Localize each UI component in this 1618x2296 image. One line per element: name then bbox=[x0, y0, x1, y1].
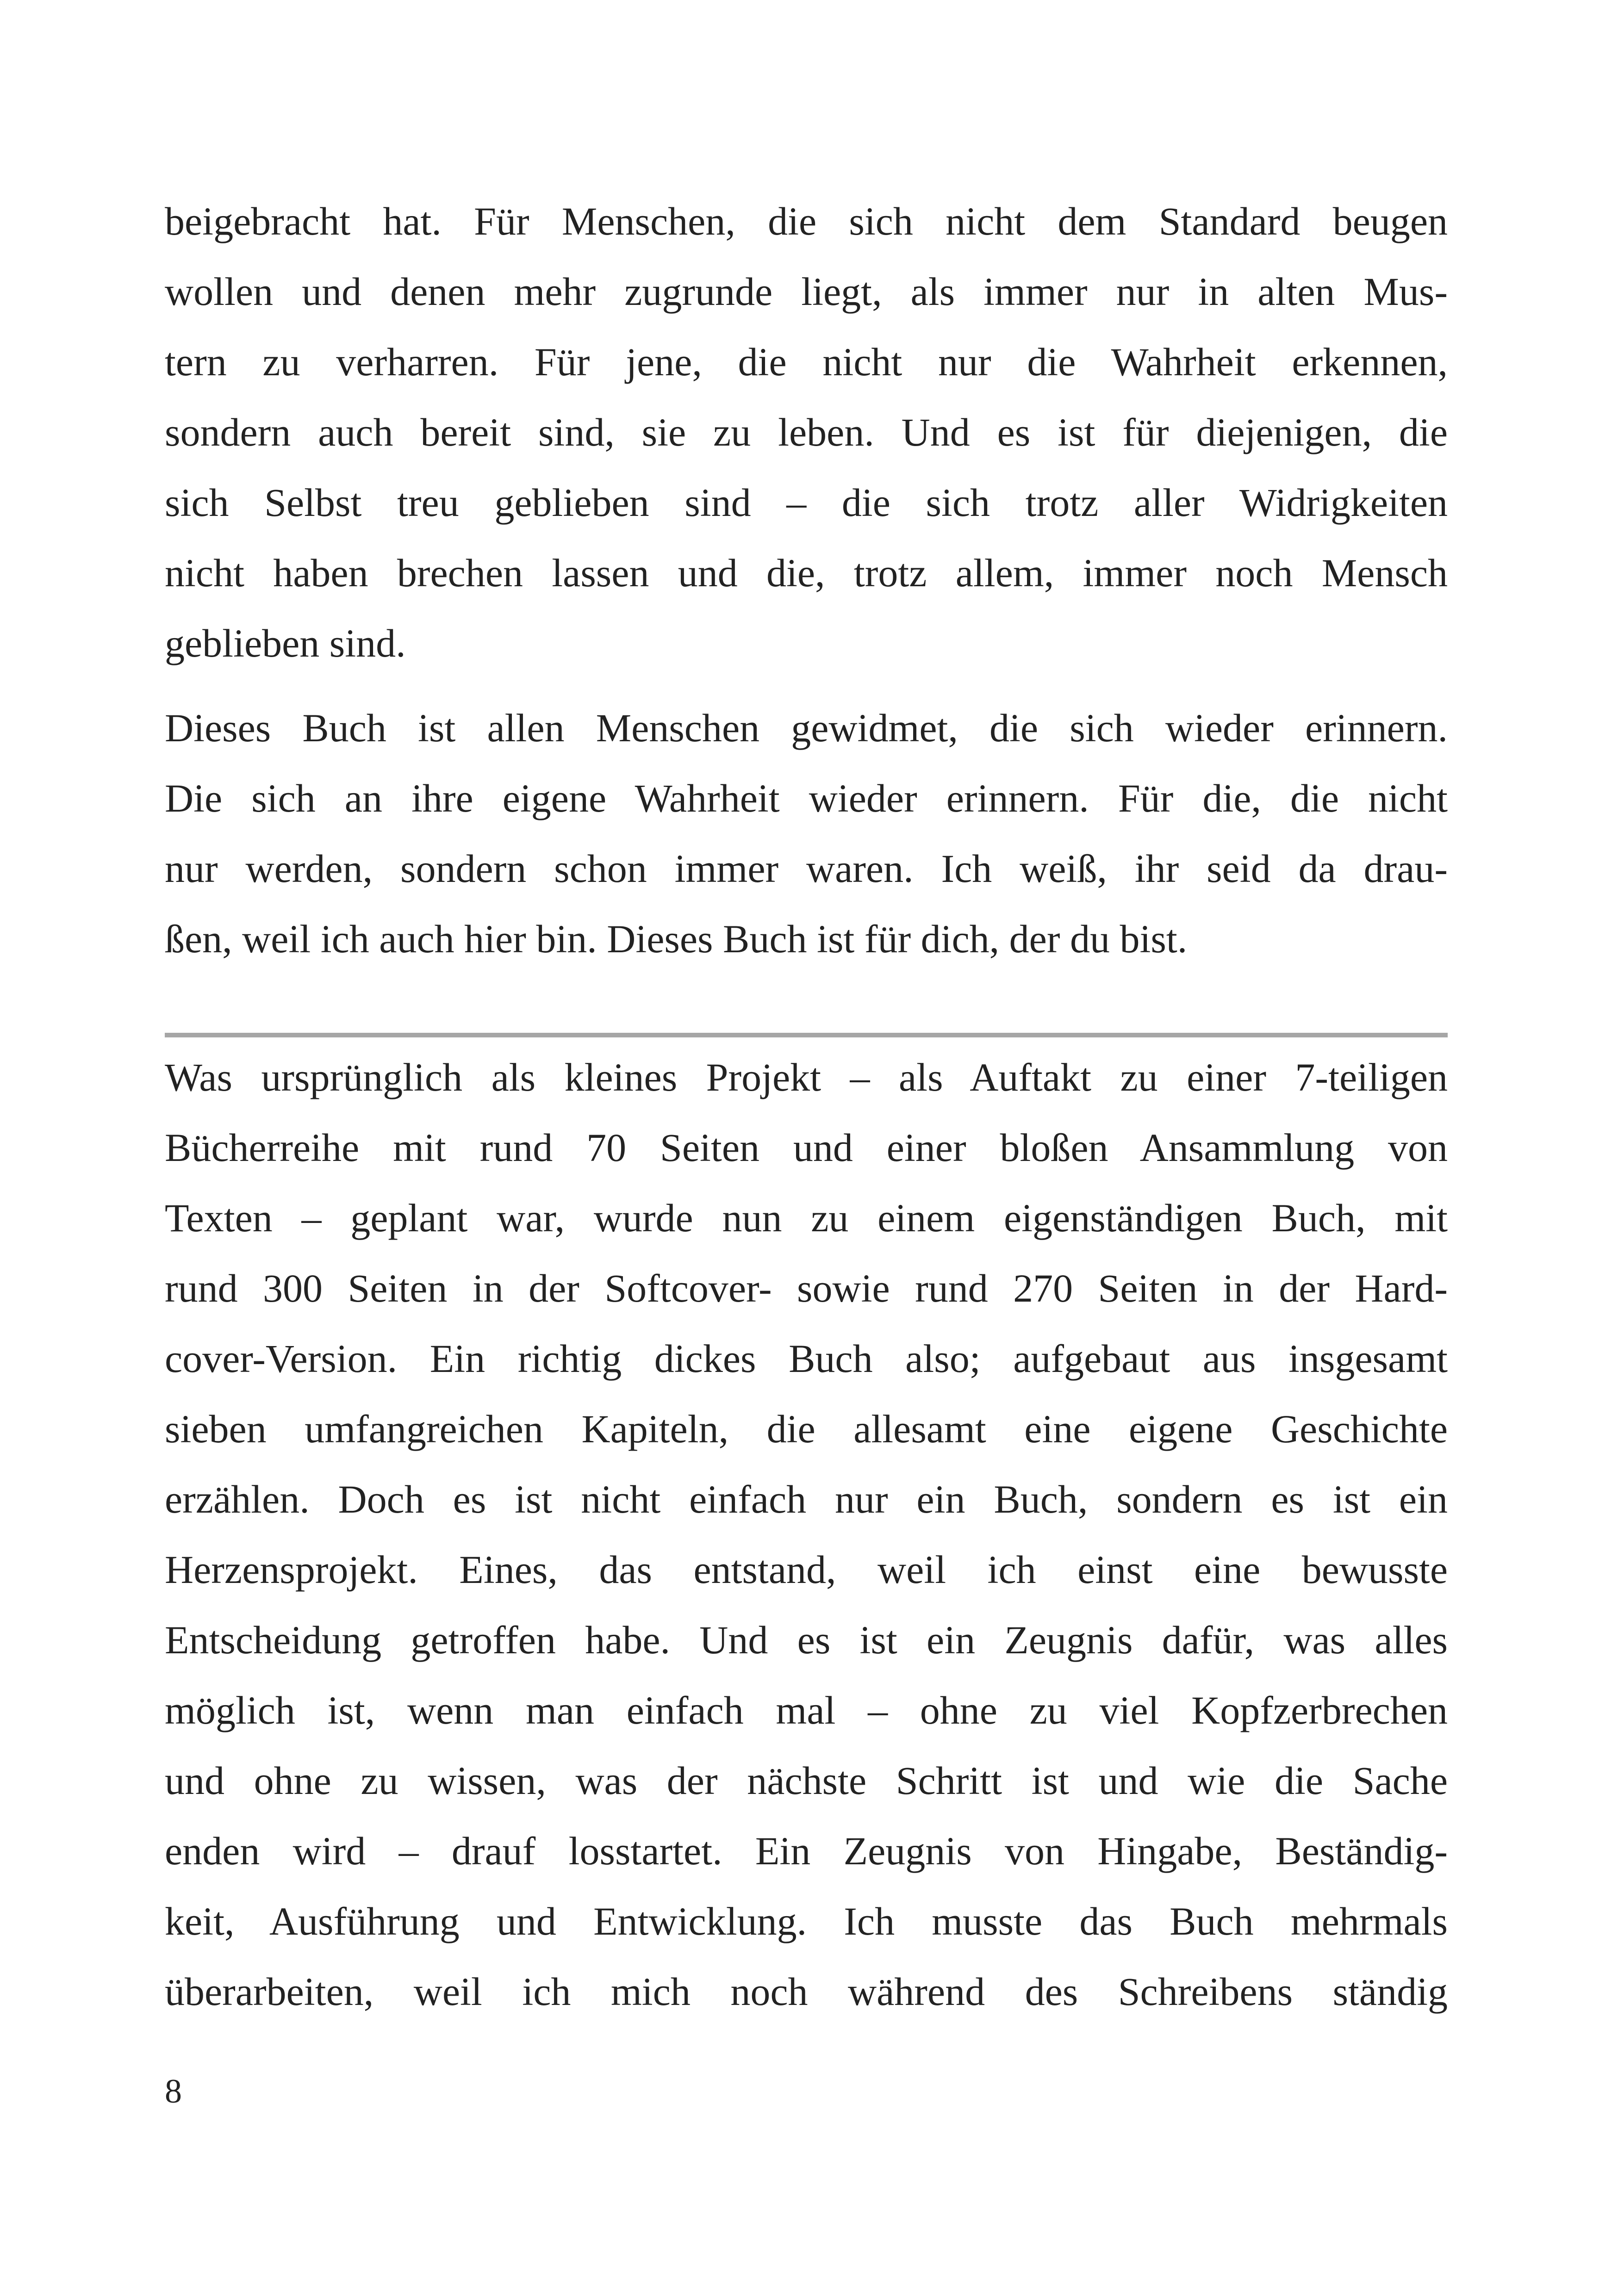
text-line: Die sich an ihre eigene Wahrheit wieder erinnern. Für die, die nicht bbox=[165, 776, 1448, 820]
text-line: sieben umfangreichen Kapiteln, die allesamt eine eigene Geschichte bbox=[165, 1407, 1448, 1451]
text-line: nicht haben brechen lassen und die, trotz allem, immer noch Mensch bbox=[165, 551, 1448, 595]
text-line: erzählen. Doch es ist nicht einfach nur ein Buch, sondern es ist ein bbox=[165, 1477, 1448, 1521]
text-line: tern zu verharren. Für jene, die nicht nur die Wahrheit erkennen, bbox=[165, 340, 1448, 384]
text-line: rund 300 Seiten in der Softcover- sowie rund 270 Seiten in der Hard- bbox=[165, 1266, 1448, 1310]
text-line: sich Selbst treu geblieben sind – die sich trotz aller Widrigkeiten bbox=[165, 480, 1448, 525]
text-line: überarbeiten, weil ich mich noch während des Schreibens ständig bbox=[165, 1969, 1448, 2014]
text-line: beigebracht hat. Für Menschen, die sich nicht dem Standard beugen bbox=[165, 199, 1448, 243]
paragraph-dedication-1 bbox=[165, 186, 1448, 678]
paragraph-dedication-2 bbox=[165, 693, 1448, 974]
text-line: Was ursprünglich als kleines Projekt – als Auftakt zu einer 7-teiligen bbox=[165, 1055, 1448, 1099]
text-line: Bücherreihe mit rund 70 Seiten und einer bloßen Ansammlung von bbox=[165, 1125, 1448, 1170]
section-divider bbox=[165, 1033, 1448, 1037]
text-line: enden wird – drauf losstartet. Ein Zeugnis von Hingabe, Beständig- bbox=[165, 1829, 1448, 1873]
text-line: ßen, weil ich auch hier bin. Dieses Buch ist für dich, der du bist. bbox=[165, 917, 1188, 961]
text-line: Herzensprojekt. Eines, das entstand, weil ich einst eine bewusste bbox=[165, 1547, 1448, 1592]
text-line: sondern auch bereit sind, sie zu leben. Und es ist für diejenigen, die bbox=[165, 410, 1448, 454]
paragraph-intro bbox=[165, 1042, 1448, 2027]
text-line: cover-Version. Ein richtig dickes Buch also; aufgebaut aus insgesamt bbox=[165, 1336, 1448, 1381]
text-line: und ohne zu wissen, was der nächste Schritt ist und wie die Sache bbox=[165, 1758, 1448, 1803]
text-line: nur werden, sondern schon immer waren. Ich weiß, ihr seid da drau- bbox=[165, 846, 1448, 891]
text-line: Dieses Buch ist allen Menschen gewidmet, die sich wieder erinnern. bbox=[165, 706, 1448, 750]
text-line: Entscheidung getroffen habe. Und es ist ein Zeugnis dafür, was alles bbox=[165, 1618, 1448, 1662]
page-number: 8 bbox=[165, 2073, 182, 2110]
text-line: möglich ist, wenn man einfach mal – ohne zu viel Kopfzerbrechen bbox=[165, 1688, 1448, 1732]
text-line: wollen und denen mehr zugrunde liegt, als immer nur in alten Mus- bbox=[165, 269, 1448, 314]
text-line: geblieben sind. bbox=[165, 621, 406, 665]
text-line: Texten – geplant war, wurde nun zu einem eigenständigen Buch, mit bbox=[165, 1196, 1448, 1240]
text-line: keit, Ausführung und Entwicklung. Ich musste das Buch mehrmals bbox=[165, 1899, 1448, 1943]
